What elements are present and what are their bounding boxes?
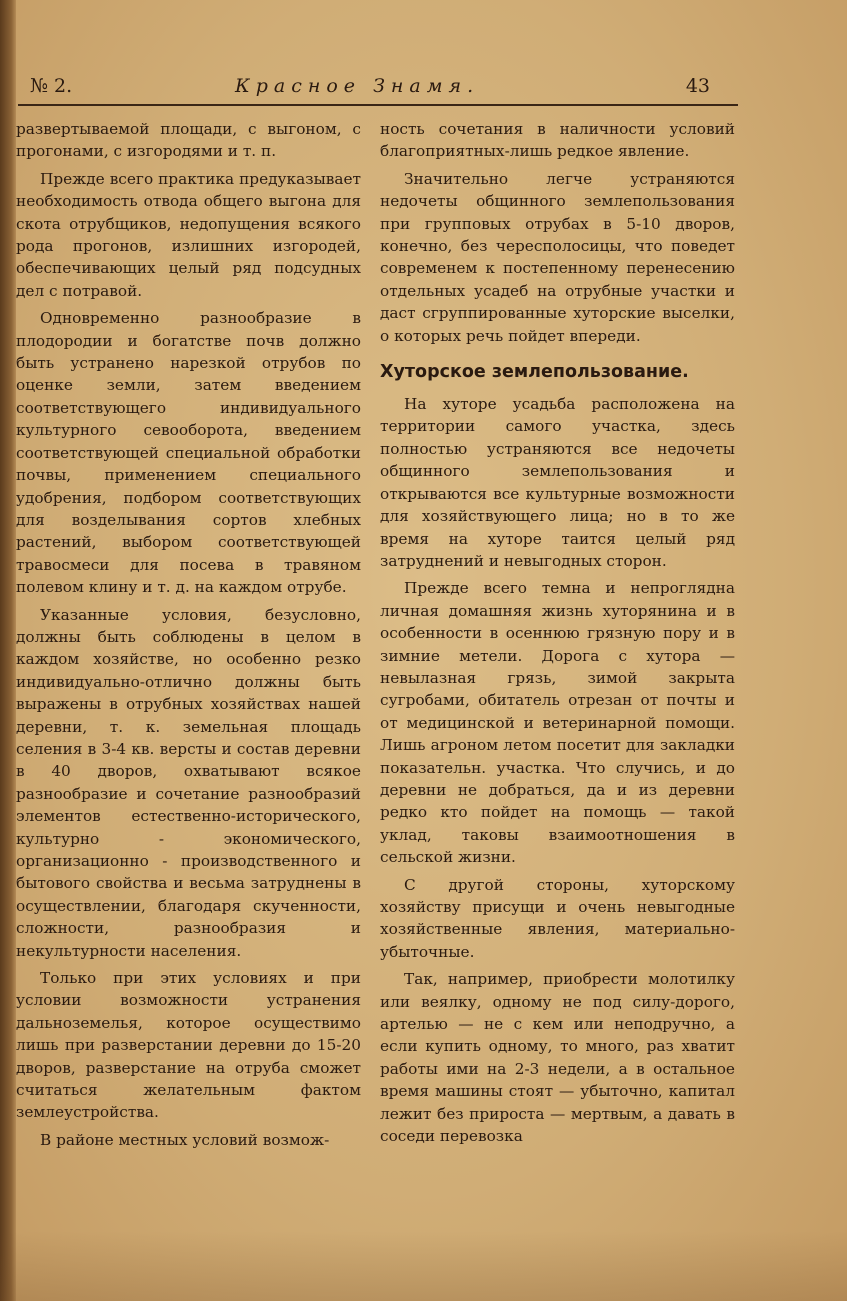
paragraph: ность сочетания в наличности условий благоприятных-лишь редкое явление. xyxy=(380,120,735,161)
paragraph: Так, например, приобрести молотилку или веялку, одному не под силу-дорого, артелью — не с кем или неподручно, а если купить одному, то много, раз хватит работы ими на 2-3 недели, а в остальное время машины стоят — убыточно, капитал лежит без прироста — мертвым, а давать в соседи перевозка xyxy=(380,970,735,1146)
right-column xyxy=(380,118,735,1152)
binding-edge xyxy=(0,0,16,1301)
header-rule xyxy=(18,104,738,106)
paragraph: В районе местных условий возмож- xyxy=(40,1130,330,1149)
paragraph: На хуторе усадьба расположена на территории самого участка, здесь полностью устраняются все недочеты общинного землепользования и открываются все культурные возможности для хозяйствующего лица; но в то же время на хуторе таится целый ряд затруднений и невыгодных сторон. xyxy=(380,395,735,570)
newspaper-title: Красное Знамя. xyxy=(235,75,480,97)
section-heading: Хуторское землепользование. xyxy=(380,362,689,383)
paragraph: С другой стороны, хуторскому хозяйству присущи и очень невыгодные хозяйственные явления, материально-убыточные. xyxy=(380,875,735,961)
issue-number: № 2. xyxy=(30,75,73,97)
page-number: 43 xyxy=(685,75,710,97)
paragraph: Прежде всего темна и непроглядна личная домашняя жизнь хуторянина и в особенности в осеннюю грязную пору и в зимние метели. Дорога с хутора — невылазная грязь, зимой закрыта сугробами, обитатель отрезан от почты и от медицинской и ветеринарной помощи. Лишь агроном летом посетит для закладки показательн. участка. Что случись, и до деревни не добраться, да и из деревни редко кто пойдет на помощь — такой уклад, таковы взаимоотношения в сельской жизни. xyxy=(380,579,735,867)
paragraph: Указанные условия, безусловно, должны быть соблюдены в целом в каждом хозяйстве, но особенно резко индивидуально-отлично должны быть выражены в отрубных хозяйствах нашей деревни, т. к. земельная площадь селения в 3-4 кв. версты и состав деревни в 40 дворов, охватывают всякое разнообразие и сочетание разнообразий элементов естественно-исторического, культурно - экономического, организационно - производственного и бытового свойства и весьма затруднены в осуществлении, благодаря скученности, сложности, разнообразия и некультурности населения. xyxy=(16,605,361,960)
paragraph: Значительно легче устраняются недочеты общинного землепользования при групповых отрубах в 5-10 дворов, конечно, без чересполосицы, что поведет современем к постепенному перенесению отдельных усадеб на отрубные участки и даст сгруппированные хуторские выселки, о которых речь пойдет впереди. xyxy=(380,169,735,345)
left-column xyxy=(16,118,361,1156)
page-shadow xyxy=(0,1231,847,1301)
page-header xyxy=(30,72,710,102)
paragraph: развертываемой площади, с выгоном, с прогонами, с изгородями и т. п. xyxy=(16,120,361,161)
paragraph: Прежде всего практика предуказывает необходимость отвода общего выгона для скота отрубщиков, недопущения всякого рода прогонов, излишних изгородей, обеспечивающих целый ряд подсудных дел с потравой. xyxy=(16,169,361,300)
paragraph: Одновременно разнообразие в плодородии и богатстве почв должно быть устранено нарезкой отрубов по оценке земли, затем введением соответствующего индивидуального культурного севооборота, введением соответствующей специальной обработки почвы, применением специального удобрения, подбором соответствующих для возделывания сортов хлебных растений, выбором соответствующей травосмеси для посева в травяном полевом клину и т. д. на каждом отрубе. xyxy=(16,309,361,597)
paragraph: Только при этих условиях и при условии возможности устранения дальноземелья, которое осуществимо лишь при разверстании деревни до 15-20 дворов, разверстание на отруба сможет считаться желательным фактом землеустройства. xyxy=(16,969,361,1122)
